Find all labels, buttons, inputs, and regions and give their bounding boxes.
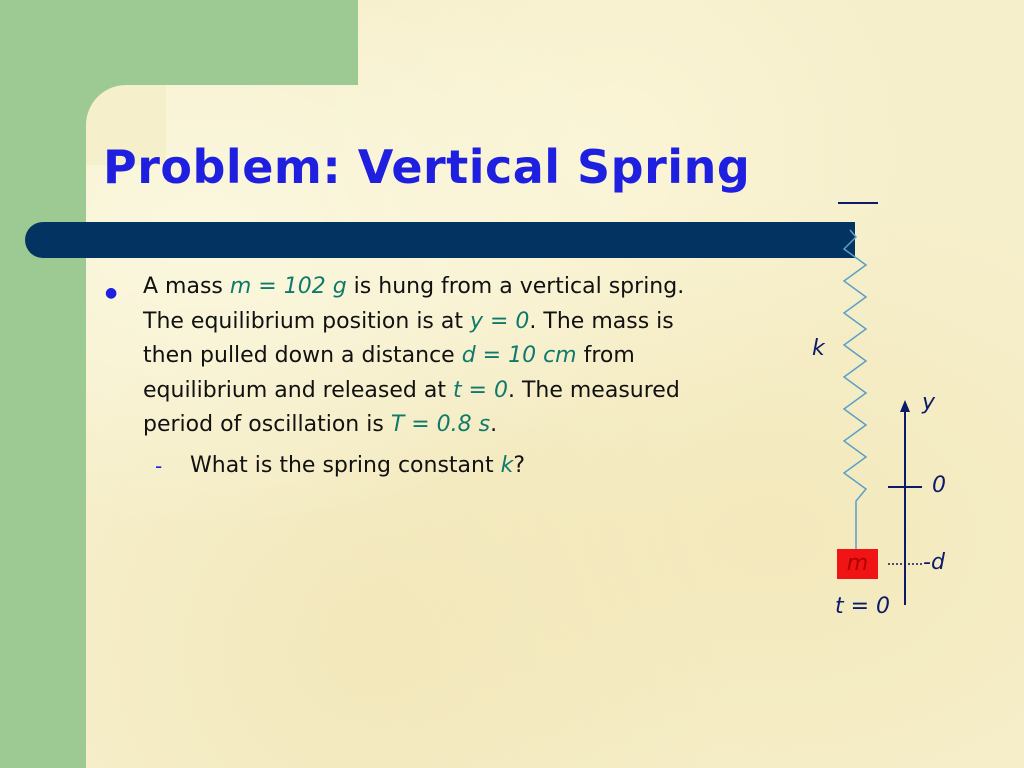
text-run: A mass — [143, 274, 230, 299]
text-run: What is the spring constant — [190, 452, 501, 478]
mass-block: m — [837, 549, 878, 579]
text-run: is hung from a vertical spring. The equilibrium position is at — [143, 274, 685, 334]
variable-distance: d = 10 cm — [461, 343, 577, 368]
variable-period: T = 0.8 s — [390, 412, 491, 437]
time-label: t = 0 — [835, 594, 891, 619]
title-underline-bar — [25, 222, 855, 258]
y-axis-arrowhead — [900, 400, 910, 412]
text-run: ? — [513, 452, 526, 478]
zero-label: 0 — [932, 473, 946, 498]
neg-d-label: -d — [923, 550, 945, 575]
variable-mass: m = 102 g — [229, 274, 347, 299]
slide-title: Problem: Vertical Spring — [103, 140, 751, 194]
text-run: . — [490, 412, 498, 437]
bullet-paragraph — [143, 270, 685, 443]
y-axis-label: y — [922, 390, 936, 415]
variable-equilibrium: y = 0 — [469, 308, 530, 334]
spring-constant-label: k — [812, 336, 825, 361]
text-run: . The measured period of oscillation is — [143, 377, 680, 437]
text-run: from equilibrium and released at — [143, 343, 635, 403]
bullet-dot-icon: ● — [105, 285, 118, 301]
slide-content — [105, 270, 685, 483]
sub-bullet — [155, 449, 685, 484]
left-green-band — [0, 0, 86, 768]
text-run: . The mass is then pulled down a distance — [143, 308, 674, 368]
spring-coil — [844, 230, 866, 550]
top-green-band — [0, 0, 358, 85]
dash-bullet: - — [155, 453, 163, 478]
sub-bullet-text — [190, 449, 685, 484]
spring-diagram — [780, 195, 980, 615]
variable-spring-constant: k — [500, 452, 514, 478]
variable-time: t = 0 — [452, 377, 508, 403]
